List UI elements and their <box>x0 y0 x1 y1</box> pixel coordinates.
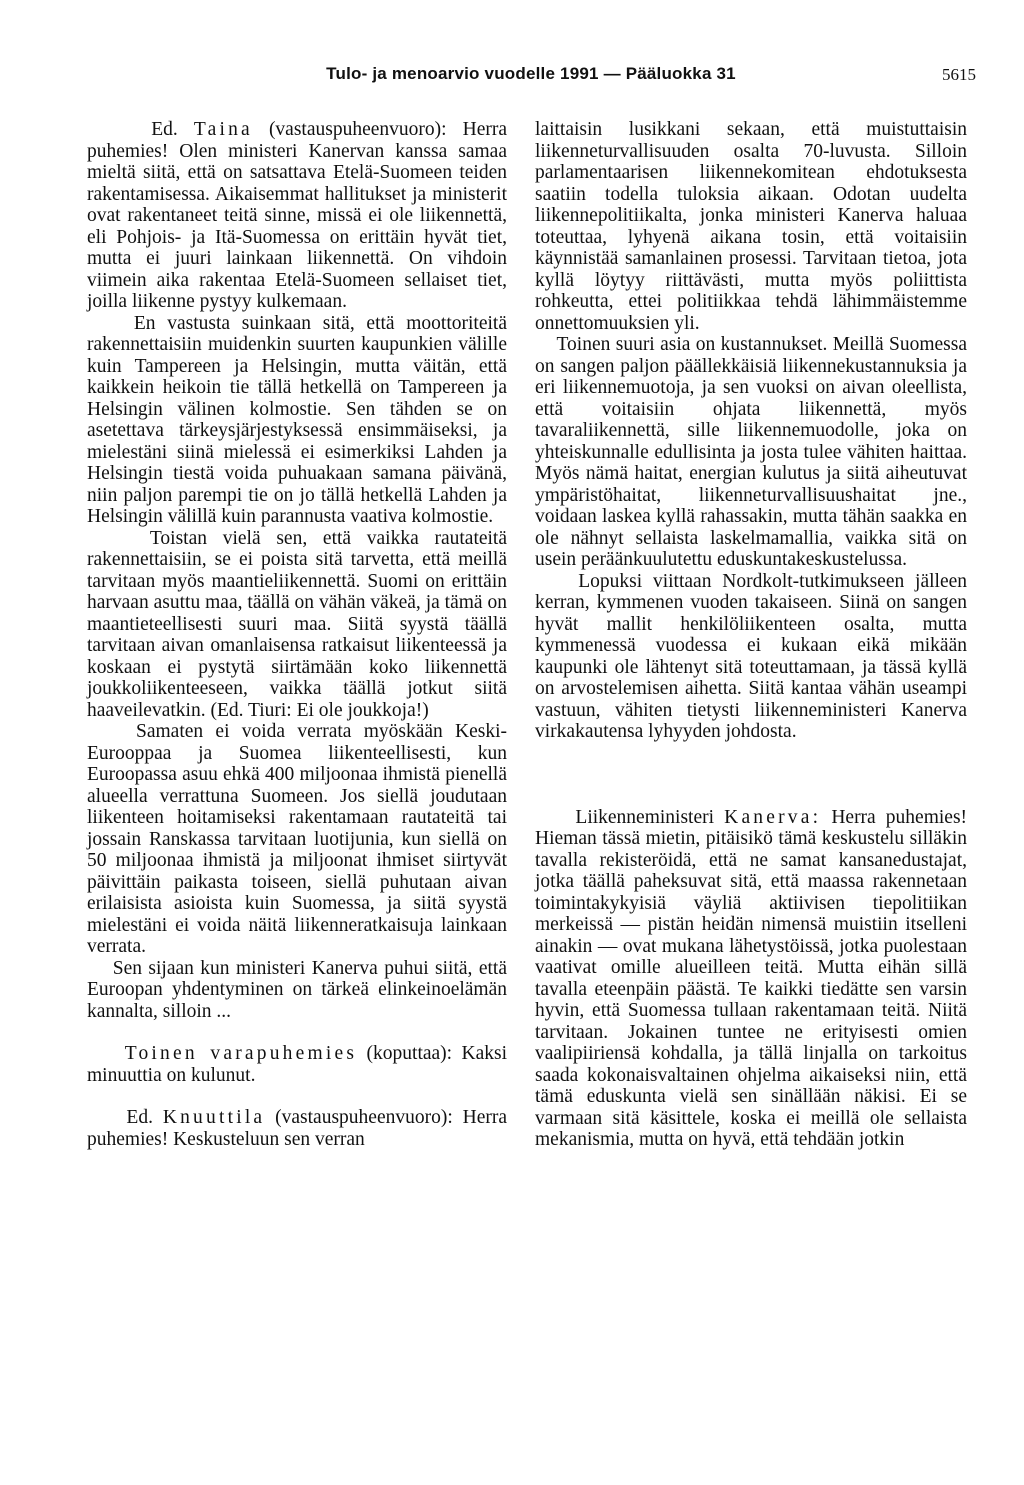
speaker-note: (vastauspuheenvuoro): <box>275 1107 453 1128</box>
paragraph-text: Toinen suuri asia on kustannukset. Meillä Suomessa on sangen paljon päällekkäisiä liikennekustannuksia ja eri liikennemuotoja, ja sen vuoksi on aivan oleellista, että voitaisiin ohjata liikennettä, myös tavaraliikennettä, sille liikennemuodolle, joka on yhteiskunnalle edullisinta ja josta tulee vähiten haittaa. Myös nämä haitat, energian kulutus ja siitä aiheutuvat ympäristöhaitat, liikenneturvallisuushaitat jne., voidaan laskea kyllä rahassakin, mutta tähän saakka en ole nähnyt sellaista laskelmamallia, vaikka sitä on usein peräänkuulutettu eduskuntakeskustelussa. <box>535 334 967 570</box>
spacer <box>87 1022 507 1043</box>
speaker-name: Toinen varapuhemies <box>124 1043 358 1064</box>
paragraph-text: Herra puhemies! Keskusteluun sen verran <box>87 1107 508 1150</box>
spacer <box>87 1086 507 1107</box>
paragraph-text: Sen sijaan kun ministeri Kanerva puhui siitä, että Euroopan yhdentyminen on tärkeä elinkeinoelämän kannalta, silloin ... <box>87 957 507 1022</box>
paragraph-text: Lopuksi viittaan Nordkolt-tutkimukseen jälleen kerran, kymmenen vuoden takaiseen. Siinä on sangen hyvät mallit henkilöliikenteen osalta, mutta kymmenessä vuodessa ei kukaan eikä mikään kaupunki ole lähtenyt sitä toteuttamaan, ja tässä kyllä on arvostelemisen aihetta. Siitä kantaa vähän useampi vastuun, vähiten tietysti liikenneministeri Kanerva virkakautensa lyhyyden johdosta. <box>535 570 968 742</box>
paragraph-text: Toistan vielä sen, että vaikka rautateitä rakennettaisiin, se ei poista sitä tarvetta, että meillä tarvitaan myös maantieliikennettä. Suomi on erittäin harvaan asuttu maa, täällä on vähän väkeä, ja tämä on maantieteellisesti suuri maa. Siitä syystä täällä tarvitaan aivan omanlaisensa ratkaisut liikenteessä ja koskaan ei pystytä siirtämään koko liikennettä joukkoliikenteeseen, vaikka täällä jotkut siitä haaveilevatkin. (Ed. Tiuri: Ei ole joukkoja!) <box>87 527 508 721</box>
paragraph-kanerva <box>535 807 967 1151</box>
paragraph <box>87 313 507 528</box>
paragraph <box>87 528 507 722</box>
paragraph-text: Samaten ei voida verrata myöskään Keski-Eurooppaa ja Suomea liikenteellisesti, kun Euroopassa asuu ehkä 400 miljoonaa ihmistä pienellä alueella verrattuna Suomeen. Jos siellä joudutaan liikenteen hoitamiseksi rakentamaan rautateitä tai jossain Ranskassa tarvitaan luotijunia, kun siellä on 50 miljoonaa ihmistä ja miljoonat ihmiset siirtyvät päivittäin paikasta toiseen, siellä puhutaan aivan erilaisista asioista kuin Suomessa, ja siitä syystä mielestäni ei voida näitä liikenneratkaisuja lainkaan verrata. <box>87 721 507 957</box>
right-column <box>535 119 967 1151</box>
paragraph-taina <box>87 119 507 313</box>
running-header <box>86 64 976 88</box>
paragraph <box>87 958 507 1023</box>
paragraph-varapuhemies <box>87 1043 507 1086</box>
speaker-note: (vastauspuheenvuoro): <box>268 119 447 140</box>
paragraph-text: Herra puhemies! Hieman tässä mietin, pitäisikö tämä keskustelu silläkin tavalla rekisteröidä, että ne samat kansanedustajat, jotka täällä paheksuvat sitä, että maassa rakennetaan toimintakykyisiä väyliä aktiivisen tiepolitiikan merkeissä — pistän heidän nimensä muistiin itselleni ainakin — ovat mukana lähetystöissä, jotka puolestaan vaativat omille alueilleen teitä. Mutta eihän sillä tavalla eteenpäin päästä. Te kaikki tiedätte sen varsin hyvin, että Suomessa tullaan rakentamaan teitä. Niitä tarvitaan. Jokainen tuntee ne erityisesti omien vaalipiiriensä kohdalla, ja tällä linjalla on tarkoitus saada kokonaisvaltainen ohjelma aikaiseksi niin, että tämä eduskunta vielä sen sinällään näkisi. Ei se varmaan sitä käsittele, koska ei meillä ole sellaista mekanismia, mutta on hyvä, että tehdään jotkin <box>535 806 968 1150</box>
paragraph-text: En vastusta suinkaan sitä, että moottoriteitä rakennettaisiin muidenkin suurten kaupunkien välille kuin Tampereen ja Helsingin, mutta väitän, että kaikkein heikoin tie tällä hetkellä on Tampereen ja Helsingin välinen kolmostie. Sen tähden se on asetettava tärkeysjärjestyksessä ensimmäiseksi, ja mielestäni siinä mielessä ei esimerkiksi Lahden ja Helsingin tiestä voida puhuakaan samana päivänä, niin paljon parempi tie on jo tällä hetkellä Lahden ja Helsingin välillä kuin parannusta vaativa kolmostie. <box>87 312 507 527</box>
speaker-name: Knuuttila <box>162 1107 266 1128</box>
paragraph <box>535 119 967 334</box>
paragraph <box>535 571 967 743</box>
page-number: 5615 <box>942 65 976 84</box>
speaker-prefix: Ed. <box>151 119 178 140</box>
speaker-prefix: Ed. <box>126 1107 153 1128</box>
paragraph-text: Herra puhemies! Olen ministeri Kanervan kanssa samaa mieltä siitä, että on satsattava Etelä-Suomeen teiden rakentamisessa. Aikaisemmat hallitukset ja ministerit ovat rakentaneet teitä sinne, missä ei ole liikennettä, eli Pohjois- ja Itä-Suomessa on erittäin hyvät tiet, mutta ei juuri lainkaan liikennettä. On vihdoin viimein aika rakentaa Etelä-Suomeen sellaiset tiet, joilla liikenne pystyy kulkemaan. <box>87 119 508 312</box>
speaker-prefix: Liikenneministeri <box>575 806 715 828</box>
paragraph <box>535 334 967 571</box>
paragraph-text: laittaisin lusikkani sekaan, että muistuttaisin liikenneturvallisuuden osalta 70-luvusta. Silloin parlamentaarisen liikennekomitean ehdotuksesta saatiin todella tuloksia aikaan. Odotan uudelta liikennepolitiikalta, jonka ministeri Kanerva haluaa toteuttaa, lyhyenä aikana tosin, että voitaisiin käynnistää samanlainen prosessi. Tarvitaan tietoa, jota kyllä löytyy riittävästi, mutta myös poliittista rohkeutta, ettei politiikkaa tehdä lähimmäistemme onnettomuuksien yli. <box>535 119 967 334</box>
header-title: Tulo- ja menoarvio vuodelle 1991 — Pääluokka 31 <box>326 64 736 83</box>
spacer <box>535 743 967 807</box>
paragraph-text: (koputtaa): Kaksi minuuttia on kulunut. <box>87 1043 508 1086</box>
speaker-name: Taina <box>193 119 253 140</box>
left-column <box>87 119 507 1150</box>
speaker-name: Kanerva: <box>724 806 822 828</box>
paragraph-knuuttila <box>87 1107 507 1150</box>
paragraph <box>87 721 507 958</box>
